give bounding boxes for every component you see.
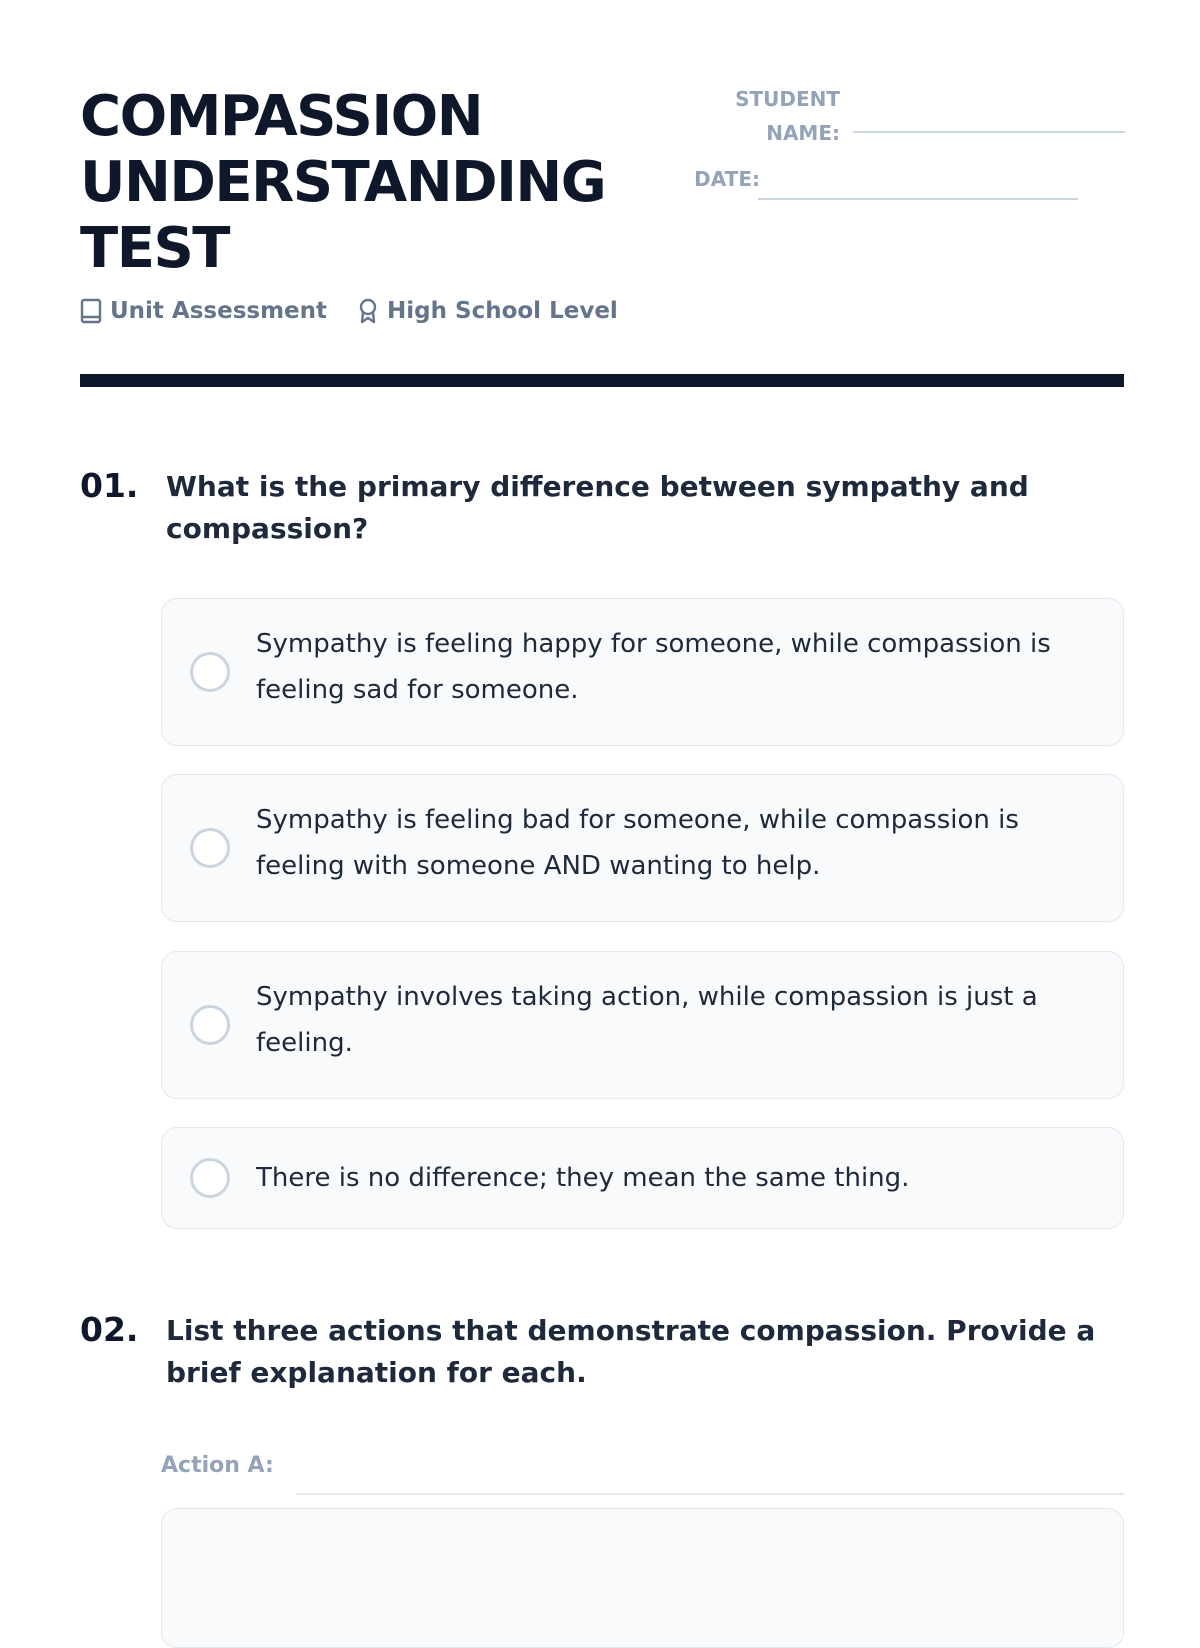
question-number: 02.: [80, 1310, 139, 1349]
option-text: Sympathy is feeling bad for someone, while compassion is feeling with someone AND wanting to help.: [256, 805, 1019, 881]
explanation-a-box[interactable]: [161, 1508, 1124, 1648]
radio-button[interactable]: [190, 1005, 230, 1045]
meta-unit-assessment: [80, 298, 327, 324]
question-number: 01.: [80, 466, 139, 505]
answer-option-a[interactable]: [161, 598, 1124, 746]
radio-button[interactable]: [190, 1158, 230, 1198]
page-title: COMPASSION UNDERSTANDING TEST: [80, 84, 606, 281]
meta-row: [80, 298, 618, 324]
meta-level-label: High School Level: [387, 298, 618, 324]
question-1: [80, 466, 1124, 1226]
action-a-field[interactable]: [296, 1493, 1124, 1495]
award-icon: [357, 298, 379, 324]
question-text: What is the primary difference between sympathy and compassion?: [166, 470, 1029, 545]
meta-unit-label: Unit Assessment: [110, 298, 328, 324]
student-name-field[interactable]: [853, 131, 1125, 133]
answer-option-b[interactable]: [161, 774, 1124, 922]
answer-option-d[interactable]: [161, 1127, 1124, 1229]
header-divider: [80, 374, 1124, 387]
answer-option-c[interactable]: [161, 951, 1124, 1099]
meta-level: [357, 298, 618, 324]
option-text: Sympathy involves taking action, while compassion is just a feeling.: [256, 982, 1038, 1058]
date-field[interactable]: [758, 198, 1078, 200]
action-a-label: Action A:: [161, 1453, 274, 1478]
date-label: DATE:: [694, 167, 760, 191]
radio-button[interactable]: [190, 828, 230, 868]
worksheet-header: [80, 80, 1120, 380]
question-text: List three actions that demonstrate compassion. Provide a brief explanation for each.: [166, 1314, 1096, 1389]
option-text: Sympathy is feeling happy for someone, while compassion is feeling sad for someone.: [256, 629, 1051, 705]
question-2: [80, 1310, 1124, 1600]
option-text: There is no difference; they mean the same thing.: [256, 1163, 910, 1193]
radio-button[interactable]: [190, 652, 230, 692]
book-icon: [80, 298, 102, 324]
student-name-label: STUDENT NAME:: [735, 87, 840, 145]
